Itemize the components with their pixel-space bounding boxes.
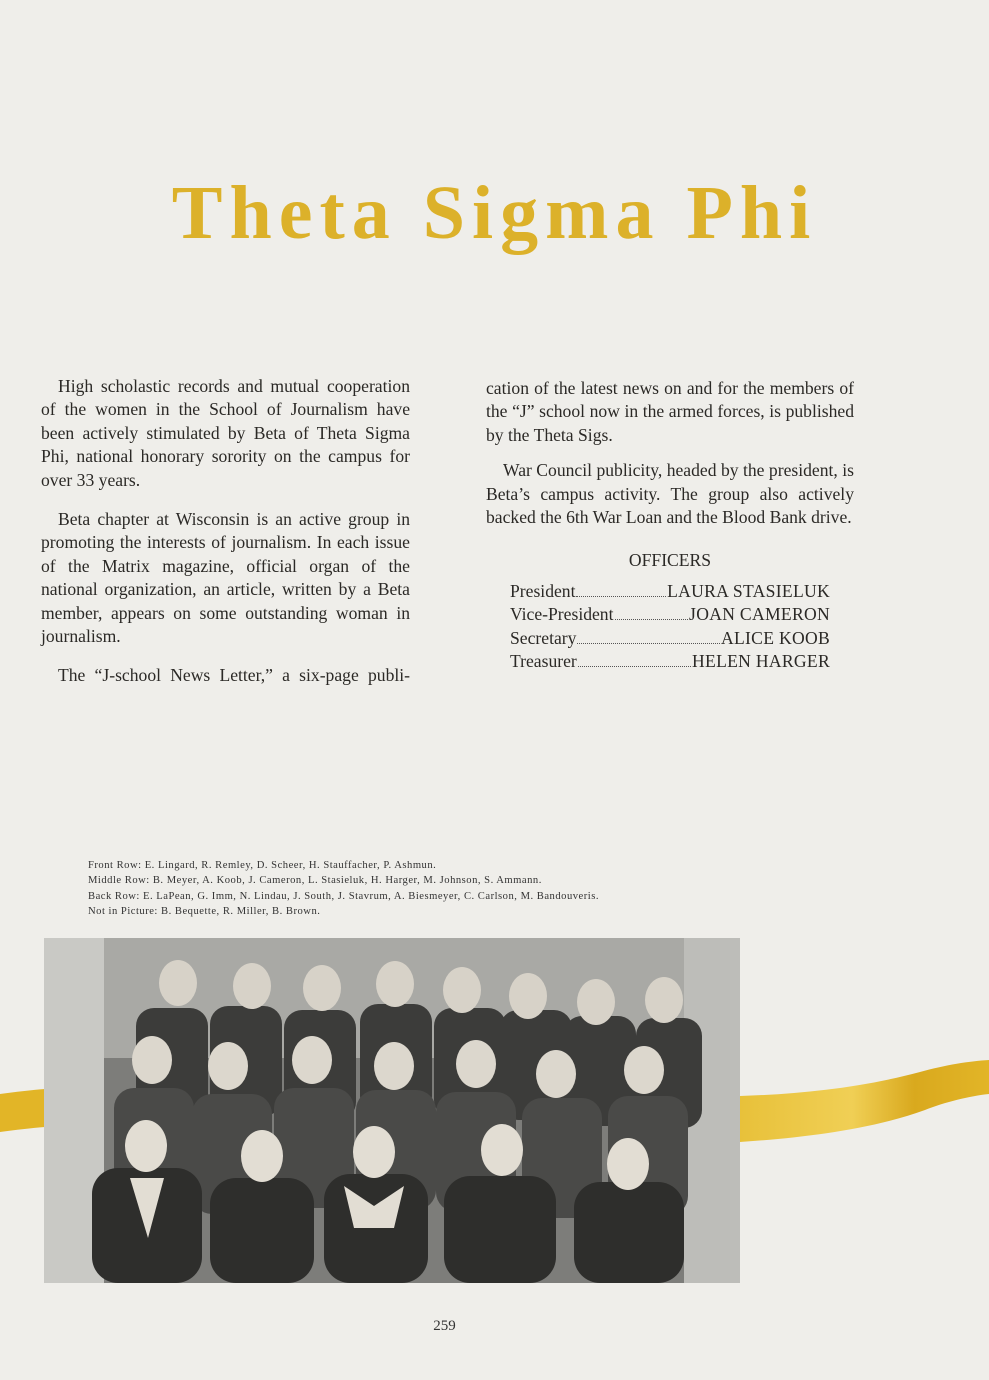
gold-ribbon-right [740,1058,989,1158]
caption-not-in-picture: Not in Picture: B. Bequette, R. Miller, B. Brown. [88,906,321,918]
officer-name: ALICE KOOB [720,627,830,648]
body-paragraph: War Council publicity, headed by the president, is Beta’s campus activity. The group also actively backed the 6th War Loan and the Blood Bank drive. [486,460,854,528]
body-paragraph: Beta chapter at Wisconsin is an active group in promoting the interests of journalism. In each issue of the Matrix magazine, official organ of the national organization, an article, written by a Beta member, appears on some outstanding woman in journalism. [41,509,410,647]
page-title: Theta Sigma Phi [171,171,818,255]
dot-leader [615,619,689,620]
group-photo-illustration [44,938,740,1283]
officer-role: Vice-President [510,604,614,625]
body-paragraph: The “J-school News Letter,” a six-page publi- [58,665,410,686]
officer-role: President [510,580,576,601]
officer-role: Treasurer [510,651,577,672]
caption-back-row: Back Row: E. LaPean, G. Imm, N. Lindau, J. South, J. Stavrum, A. Biesmeyer, C. Carlson, M. Bandouveris. [88,890,599,902]
page-number: 259 [433,1318,456,1334]
body-column-right [486,377,854,673]
dot-leader [576,596,666,597]
officer-row-secretary [510,627,830,650]
body-paragraph: cation of the latest news on and for the members of the “J” school now in the armed forces, is published by the Theta Sigs. [486,378,854,445]
caption-front-row: Front Row: E. Lingard, R. Remley, D. Scheer, H. Stauffacher, P. Ashmun. [88,860,437,871]
dot-leader [577,643,720,644]
officer-row-vice-president [510,603,830,626]
officer-name: LAURA STASIELUK [667,580,830,601]
dot-leader [578,666,691,667]
officer-row-president [510,580,830,603]
officer-name: JOAN CAMERON [689,604,830,625]
gold-ribbon-left [0,1080,45,1140]
caption-middle-row: Middle Row: B. Meyer, A. Koob, J. Cameron, L. Stasieluk, H. Harger, M. Johnson, S. Ammann. [88,875,542,887]
photo-caption [88,858,728,920]
body-paragraph: High scholastic records and mutual cooperation of the women in the School of Journalism have been actively stimulated by Beta of Theta Sigma Phi, national honorary sorority on the campus for over 33 years. [41,376,410,490]
officer-row-treasurer [510,650,830,673]
group-photo [44,938,740,1283]
officers-list [486,580,854,674]
body-column-left [41,375,410,704]
officer-name: HELEN HARGER [692,651,830,672]
officer-role: Secretary [510,627,577,648]
officers-heading: OFFICERS [628,550,712,571]
